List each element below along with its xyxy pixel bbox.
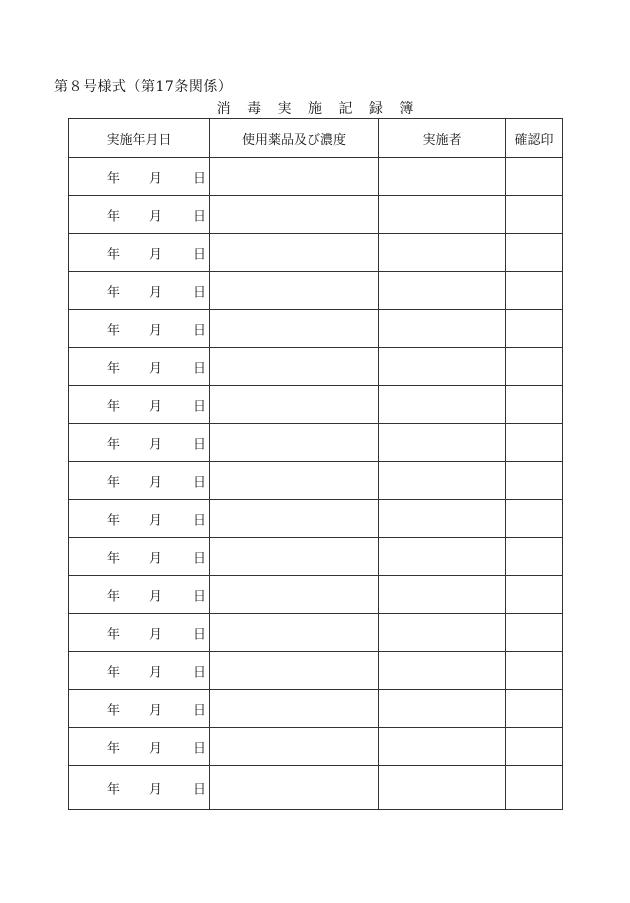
document-title [0, 98, 630, 118]
date-cell[interactable] [69, 348, 210, 386]
record-rows [69, 158, 563, 810]
operator-cell[interactable] [379, 728, 506, 766]
table-row [69, 500, 563, 538]
title-char: 毒 [247, 101, 262, 117]
seal-cell[interactable] [506, 538, 563, 576]
operator-cell[interactable] [379, 690, 506, 728]
disinfection-record-table [68, 118, 563, 810]
title-char: 実 [277, 101, 292, 117]
year-label: 年 [107, 437, 121, 452]
day-label: 日 [193, 551, 207, 566]
table-row [69, 614, 563, 652]
operator-cell[interactable] [379, 158, 506, 196]
day-label: 日 [193, 323, 207, 338]
day-label: 日 [193, 171, 207, 186]
chemical-cell[interactable] [210, 348, 379, 386]
title-char: 記 [338, 101, 353, 117]
day-label: 日 [193, 703, 207, 718]
day-label: 日 [193, 437, 207, 452]
year-label: 年 [107, 285, 121, 300]
date-cell[interactable] [69, 690, 210, 728]
header-operator: 実施者 [379, 119, 506, 158]
month-label: 月 [149, 513, 163, 528]
operator-cell[interactable] [379, 614, 506, 652]
seal-cell[interactable] [506, 462, 563, 500]
year-label: 年 [107, 209, 121, 224]
year-label: 年 [107, 399, 121, 414]
header-seal: 確認印 [506, 119, 563, 158]
year-label: 年 [107, 627, 121, 642]
chemical-cell[interactable] [210, 462, 379, 500]
chemical-cell[interactable] [210, 310, 379, 348]
day-label: 日 [193, 741, 207, 756]
day-label: 日 [193, 285, 207, 300]
date-cell[interactable] [69, 614, 210, 652]
chemical-cell[interactable] [210, 538, 379, 576]
date-cell[interactable] [69, 386, 210, 424]
year-label: 年 [107, 665, 121, 680]
operator-cell[interactable] [379, 272, 506, 310]
operator-cell[interactable] [379, 462, 506, 500]
chemical-cell[interactable] [210, 614, 379, 652]
seal-cell[interactable] [506, 614, 563, 652]
year-label: 年 [107, 323, 121, 338]
year-label: 年 [107, 475, 121, 490]
month-label: 月 [149, 627, 163, 642]
table-row [69, 690, 563, 728]
chemical-cell[interactable] [210, 424, 379, 462]
seal-cell[interactable] [506, 386, 563, 424]
day-label: 日 [193, 513, 207, 528]
date-cell[interactable] [69, 272, 210, 310]
table-row [69, 576, 563, 614]
day-label: 日 [193, 399, 207, 414]
seal-cell[interactable] [506, 728, 563, 766]
header-chemical: 使用薬品及び濃度 [210, 119, 379, 158]
date-cell[interactable] [69, 538, 210, 576]
chemical-cell[interactable] [210, 728, 379, 766]
date-cell[interactable] [69, 196, 210, 234]
title-char: 消 [216, 101, 231, 117]
chemical-cell[interactable] [210, 196, 379, 234]
year-label: 年 [107, 741, 121, 756]
table-row [69, 348, 563, 386]
table-row [69, 386, 563, 424]
header-row [69, 119, 563, 158]
date-cell[interactable] [69, 652, 210, 690]
seal-cell[interactable] [506, 234, 563, 272]
header-date: 実施年月日 [69, 119, 210, 158]
month-label: 月 [149, 285, 163, 300]
title-char: 施 [308, 101, 322, 117]
month-label: 月 [149, 247, 163, 262]
date-cell[interactable] [69, 500, 210, 538]
month-label: 月 [149, 475, 163, 490]
table-row [69, 728, 563, 766]
date-cell[interactable] [69, 576, 210, 614]
chemical-cell[interactable] [210, 500, 379, 538]
month-label: 月 [149, 209, 163, 224]
month-label: 月 [149, 551, 163, 566]
title-char: 簿 [399, 101, 414, 117]
chemical-cell[interactable] [210, 576, 379, 614]
seal-cell[interactable] [506, 348, 563, 386]
date-cell[interactable] [69, 462, 210, 500]
table-row [69, 196, 563, 234]
seal-cell[interactable] [506, 158, 563, 196]
chemical-cell[interactable] [210, 158, 379, 196]
day-label: 日 [193, 627, 207, 642]
year-label: 年 [107, 171, 121, 186]
date-cell[interactable] [69, 234, 210, 272]
date-cell[interactable] [69, 310, 210, 348]
month-label: 月 [149, 399, 163, 414]
day-label: 日 [193, 782, 207, 797]
day-label: 日 [193, 247, 207, 262]
date-cell[interactable] [69, 158, 210, 196]
chemical-cell[interactable] [210, 652, 379, 690]
year-label: 年 [107, 589, 121, 604]
table-row [69, 766, 563, 810]
year-label: 年 [107, 513, 121, 528]
operator-cell[interactable] [379, 538, 506, 576]
operator-cell[interactable] [379, 576, 506, 614]
chemical-cell[interactable] [210, 690, 379, 728]
day-label: 日 [193, 665, 207, 680]
seal-cell[interactable] [506, 766, 563, 810]
seal-cell[interactable] [506, 424, 563, 462]
table-row [69, 158, 563, 196]
operator-cell[interactable] [379, 766, 506, 810]
table-row [69, 310, 563, 348]
day-label: 日 [193, 589, 207, 604]
form-number-label: 第８号様式（第17条関係） [54, 79, 233, 95]
date-cell[interactable] [69, 424, 210, 462]
year-label: 年 [107, 361, 121, 376]
year-label: 年 [107, 551, 121, 566]
month-label: 月 [149, 782, 163, 797]
month-label: 月 [149, 589, 163, 604]
operator-cell[interactable] [379, 424, 506, 462]
seal-cell[interactable] [506, 690, 563, 728]
date-cell[interactable] [69, 728, 210, 766]
chemical-cell[interactable] [210, 386, 379, 424]
seal-cell[interactable] [506, 652, 563, 690]
table-row [69, 272, 563, 310]
operator-cell[interactable] [379, 500, 506, 538]
table-row [69, 462, 563, 500]
month-label: 月 [149, 741, 163, 756]
month-label: 月 [149, 665, 163, 680]
month-label: 月 [149, 323, 163, 338]
seal-cell[interactable] [506, 500, 563, 538]
table-row [69, 234, 563, 272]
operator-cell[interactable] [379, 234, 506, 272]
table-row [69, 538, 563, 576]
table-row [69, 424, 563, 462]
month-label: 月 [149, 171, 163, 186]
day-label: 日 [193, 475, 207, 490]
chemical-cell[interactable] [210, 234, 379, 272]
day-label: 日 [193, 209, 207, 224]
month-label: 月 [149, 361, 163, 376]
year-label: 年 [107, 782, 121, 797]
seal-cell[interactable] [506, 196, 563, 234]
operator-cell[interactable] [379, 196, 506, 234]
day-label: 日 [193, 361, 207, 376]
seal-cell[interactable] [506, 272, 563, 310]
chemical-cell[interactable] [210, 272, 379, 310]
year-label: 年 [107, 703, 121, 718]
date-cell[interactable] [69, 766, 210, 810]
year-label: 年 [107, 247, 121, 262]
month-label: 月 [149, 437, 163, 452]
operator-cell[interactable] [379, 310, 506, 348]
seal-cell[interactable] [506, 310, 563, 348]
chemical-cell[interactable] [210, 766, 379, 810]
month-label: 月 [149, 703, 163, 718]
operator-cell[interactable] [379, 652, 506, 690]
operator-cell[interactable] [379, 348, 506, 386]
table-row [69, 652, 563, 690]
operator-cell[interactable] [379, 386, 506, 424]
seal-cell[interactable] [506, 576, 563, 614]
title-char: 録 [368, 101, 383, 117]
